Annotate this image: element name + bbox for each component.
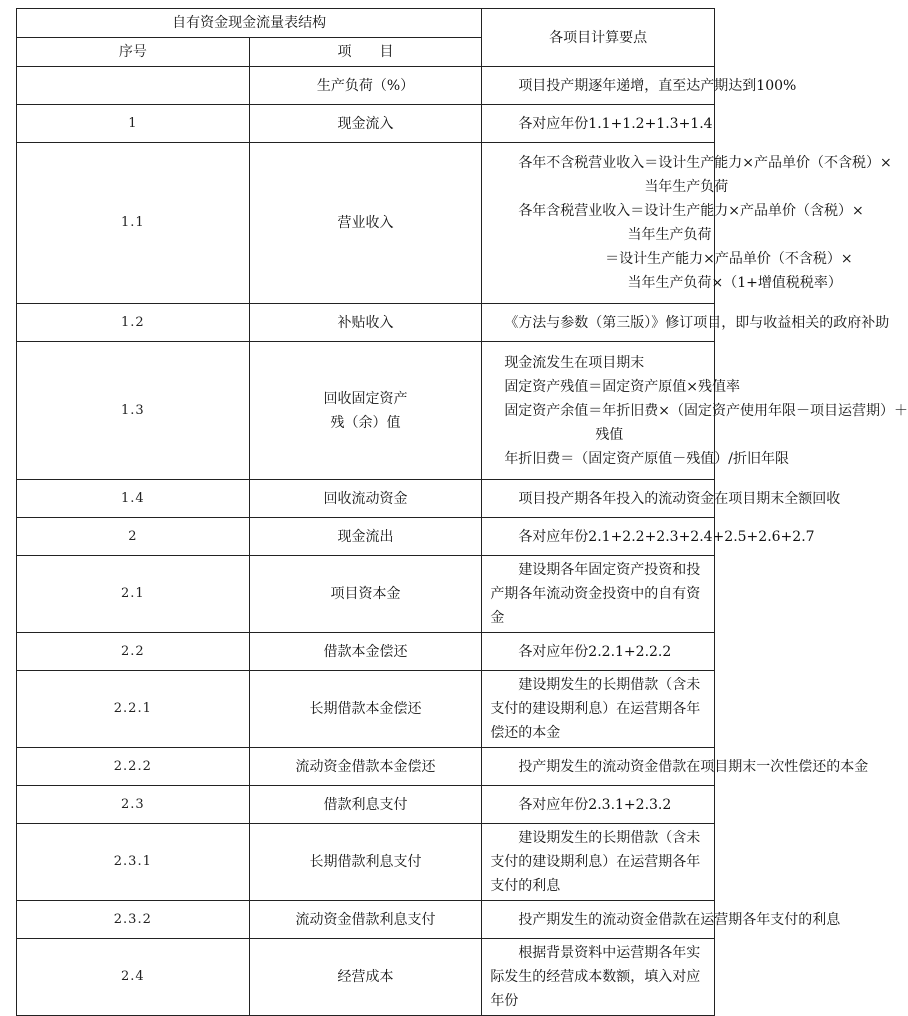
row-point: 投产期发生的流动资金借款在运营期各年支付的利息: [518, 911, 841, 928]
row-no: 2.2: [17, 633, 250, 671]
table-row: [17, 901, 715, 939]
row-no: 2.3: [17, 786, 250, 824]
row-item: 生产负荷（%）: [249, 67, 482, 105]
row-point: 建设期发生的长期借款（含未支付的建设期利息）在运营期各年偿还的本金: [490, 677, 701, 741]
row-no: 2.3.2: [17, 901, 250, 939]
row-point: 项目投产期各年投入的流动资金在项目期末全额回收: [518, 490, 841, 507]
table-row: [17, 786, 715, 824]
row-item: 现金流出: [249, 518, 482, 556]
row-point: 各年不含税营业收入＝设计生产能力×产品单价（不含税）×: [518, 155, 892, 171]
table-row: [17, 939, 715, 1016]
row-point: 《方法与参数（第三版）》修订项目，即与收益相关的政府补助: [504, 314, 890, 331]
row-point: 根据背景资料中运营期各年实际发生的经营成本数额，填入对应年份: [490, 945, 701, 1009]
row-no: 1: [17, 105, 250, 143]
table-row: [17, 480, 715, 518]
row-point: 各对应年份1.1+1.2+1.3+1.4: [518, 115, 713, 132]
col-header-points: 各项目计算要点: [482, 9, 715, 67]
table-row: [17, 556, 715, 633]
table-row: [17, 342, 715, 480]
table-row: [17, 143, 715, 304]
row-no: 2.3.1: [17, 824, 250, 901]
row-item: 营业收入: [249, 143, 482, 304]
row-no: 1.4: [17, 480, 250, 518]
row-point: 各对应年份2.2.1+2.2.2: [518, 643, 672, 660]
row-point: 固定资产余值＝年折旧费×（固定资产使用年限－项目运营期）＋: [504, 402, 908, 419]
row-item: 经营成本: [249, 939, 482, 1016]
table-row: [17, 105, 715, 143]
row-point: 建设期发生的长期借款（含未支付的建设期利息）在运营期各年支付的利息: [490, 830, 701, 894]
row-point: ＝设计生产能力×产品单价（不含税）×: [605, 251, 853, 267]
row-item-line2: 残（余）值: [330, 414, 401, 431]
row-point: 现金流发生在项目期末: [504, 354, 645, 371]
row-no: 2.2.2: [17, 748, 250, 786]
row-no: 1.1: [17, 143, 250, 304]
cash-flow-structure-table: [16, 8, 908, 1016]
row-item-line1: 回收固定资产: [323, 390, 408, 407]
table-row: [17, 633, 715, 671]
row-no: 1.2: [17, 304, 250, 342]
row-point: 各对应年份2.1+2.2+2.3+2.4+2.5+2.6+2.7: [518, 528, 815, 545]
row-item: 项目资本金: [249, 556, 482, 633]
row-no: [17, 67, 250, 105]
row-item: 借款本金偿还: [249, 633, 482, 671]
table-row: [17, 67, 715, 105]
table-row: [17, 518, 715, 556]
row-point: 各对应年份2.3.1+2.3.2: [518, 796, 672, 813]
row-item: 流动资金借款本金偿还: [249, 748, 482, 786]
header-row-1: [17, 9, 715, 38]
table-row: [17, 748, 715, 786]
row-item: 借款利息支付: [249, 786, 482, 824]
structure-title: 自有资金现金流量表结构: [17, 9, 482, 38]
row-item: 现金流入: [249, 105, 482, 143]
row-item: 长期借款本金偿还: [249, 671, 482, 748]
table-row: [17, 671, 715, 748]
row-item: 流动资金借款利息支付: [249, 901, 482, 939]
row-point: 残值: [595, 426, 624, 443]
row-point: 建设期各年固定资产投资和投产期各年流动资金投资中的自有资金: [490, 562, 701, 626]
row-no: 2.4: [17, 939, 250, 1016]
col-header-item: 项 目: [249, 38, 482, 67]
row-point: 当年生产负荷: [627, 227, 712, 243]
row-item: 回收流动资金: [249, 480, 482, 518]
row-point: 年折旧费＝（固定资产原值－残值）/折旧年限: [504, 450, 790, 467]
row-point: 固定资产残值＝固定资产原值×残值率: [504, 378, 741, 395]
row-point: 当年生产负荷×（1+增值税税率）: [627, 275, 842, 291]
col-header-no: 序号: [17, 38, 250, 67]
row-point: 投产期发生的流动资金借款在项目期末一次性偿还的本金: [518, 758, 869, 775]
row-no: 1.3: [17, 342, 250, 480]
row-item: 补贴收入: [249, 304, 482, 342]
row-no: 2.2.1: [17, 671, 250, 748]
table-row: [17, 304, 715, 342]
row-no: 2: [17, 518, 250, 556]
row-point: 当年生产负荷: [644, 179, 729, 195]
row-point: 各年含税营业收入＝设计生产能力×产品单价（含税）×: [518, 203, 864, 219]
row-no: 2.1: [17, 556, 250, 633]
table-row: [17, 824, 715, 901]
row-point: 项目投产期逐年递增，直至达产期达到100%: [518, 77, 797, 94]
row-item: 长期借款利息支付: [249, 824, 482, 901]
